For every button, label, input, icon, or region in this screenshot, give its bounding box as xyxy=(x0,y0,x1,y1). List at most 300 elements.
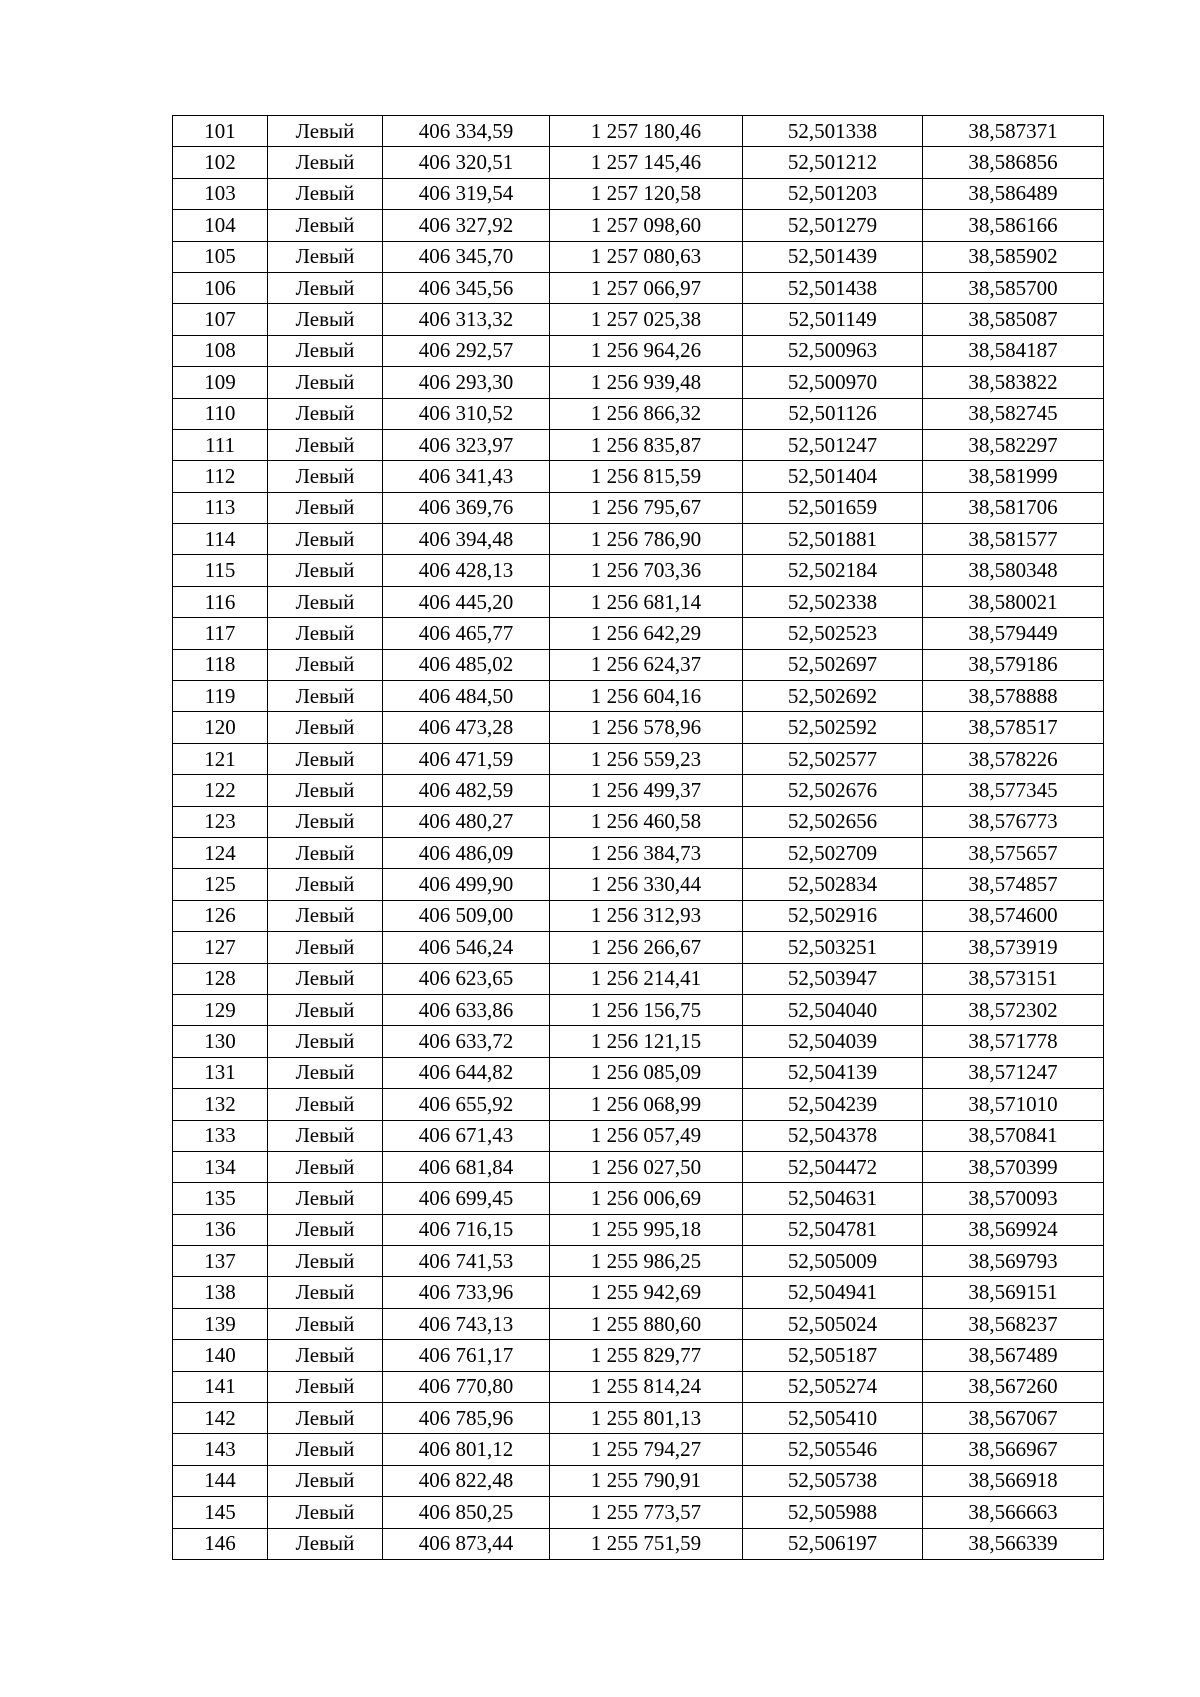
side-cell: Левый xyxy=(268,994,383,1025)
latitude-cell: 52,501149 xyxy=(743,304,923,335)
x-coordinate-cell: 406 655,92 xyxy=(383,1089,550,1120)
longitude-cell: 38,566967 xyxy=(923,1434,1104,1465)
latitude-cell: 52,504781 xyxy=(743,1214,923,1245)
y-coordinate-cell: 1 255 751,59 xyxy=(550,1528,743,1559)
x-coordinate-cell: 406 546,24 xyxy=(383,932,550,963)
y-coordinate-cell: 1 256 068,99 xyxy=(550,1089,743,1120)
point-number-cell: 114 xyxy=(173,524,268,555)
latitude-cell: 52,501404 xyxy=(743,461,923,492)
longitude-cell: 38,581999 xyxy=(923,461,1104,492)
table-row xyxy=(173,1089,1104,1120)
longitude-cell: 38,577345 xyxy=(923,775,1104,806)
longitude-cell: 38,586166 xyxy=(923,210,1104,241)
longitude-cell: 38,567067 xyxy=(923,1403,1104,1434)
latitude-cell: 52,501881 xyxy=(743,524,923,555)
y-coordinate-cell: 1 255 801,13 xyxy=(550,1403,743,1434)
side-cell: Левый xyxy=(268,712,383,743)
table-row xyxy=(173,743,1104,774)
latitude-cell: 52,501338 xyxy=(743,116,923,147)
point-number-cell: 133 xyxy=(173,1120,268,1151)
point-number-cell: 110 xyxy=(173,398,268,429)
side-cell: Левый xyxy=(268,241,383,272)
table-row xyxy=(173,586,1104,617)
y-coordinate-cell: 1 256 703,36 xyxy=(550,555,743,586)
y-coordinate-cell: 1 255 880,60 xyxy=(550,1308,743,1339)
latitude-cell: 52,500963 xyxy=(743,335,923,366)
side-cell: Левый xyxy=(268,806,383,837)
side-cell: Левый xyxy=(268,649,383,680)
longitude-cell: 38,571247 xyxy=(923,1057,1104,1088)
point-number-cell: 127 xyxy=(173,932,268,963)
latitude-cell: 52,504941 xyxy=(743,1277,923,1308)
side-cell: Левый xyxy=(268,1183,383,1214)
side-cell: Левый xyxy=(268,1089,383,1120)
point-number-cell: 134 xyxy=(173,1151,268,1182)
table-row xyxy=(173,1403,1104,1434)
y-coordinate-cell: 1 255 942,69 xyxy=(550,1277,743,1308)
longitude-cell: 38,573151 xyxy=(923,963,1104,994)
side-cell: Левый xyxy=(268,1403,383,1434)
point-number-cell: 106 xyxy=(173,272,268,303)
longitude-cell: 38,570093 xyxy=(923,1183,1104,1214)
side-cell: Левый xyxy=(268,1057,383,1088)
latitude-cell: 52,504040 xyxy=(743,994,923,1025)
longitude-cell: 38,582745 xyxy=(923,398,1104,429)
y-coordinate-cell: 1 256 027,50 xyxy=(550,1151,743,1182)
longitude-cell: 38,574857 xyxy=(923,869,1104,900)
y-coordinate-cell: 1 257 098,60 xyxy=(550,210,743,241)
longitude-cell: 38,576773 xyxy=(923,806,1104,837)
longitude-cell: 38,578517 xyxy=(923,712,1104,743)
x-coordinate-cell: 406 633,86 xyxy=(383,994,550,1025)
y-coordinate-cell: 1 256 121,15 xyxy=(550,1026,743,1057)
longitude-cell: 38,578888 xyxy=(923,681,1104,712)
y-coordinate-cell: 1 255 790,91 xyxy=(550,1465,743,1496)
table-row xyxy=(173,618,1104,649)
table-row xyxy=(173,398,1104,429)
side-cell: Левый xyxy=(268,1151,383,1182)
point-number-cell: 120 xyxy=(173,712,268,743)
y-coordinate-cell: 1 256 786,90 xyxy=(550,524,743,555)
longitude-cell: 38,570841 xyxy=(923,1120,1104,1151)
y-coordinate-cell: 1 256 835,87 xyxy=(550,429,743,460)
x-coordinate-cell: 406 484,50 xyxy=(383,681,550,712)
x-coordinate-cell: 406 473,28 xyxy=(383,712,550,743)
longitude-cell: 38,585902 xyxy=(923,241,1104,272)
latitude-cell: 52,501439 xyxy=(743,241,923,272)
table-row xyxy=(173,1026,1104,1057)
side-cell: Левый xyxy=(268,963,383,994)
x-coordinate-cell: 406 310,52 xyxy=(383,398,550,429)
side-cell: Левый xyxy=(268,1308,383,1339)
point-number-cell: 130 xyxy=(173,1026,268,1057)
latitude-cell: 52,502592 xyxy=(743,712,923,743)
longitude-cell: 38,571778 xyxy=(923,1026,1104,1057)
point-number-cell: 132 xyxy=(173,1089,268,1120)
side-cell: Левый xyxy=(268,1371,383,1402)
table-row xyxy=(173,1120,1104,1151)
x-coordinate-cell: 406 733,96 xyxy=(383,1277,550,1308)
side-cell: Левый xyxy=(268,116,383,147)
latitude-cell: 52,506197 xyxy=(743,1528,923,1559)
point-number-cell: 115 xyxy=(173,555,268,586)
point-number-cell: 104 xyxy=(173,210,268,241)
y-coordinate-cell: 1 256 266,67 xyxy=(550,932,743,963)
side-cell: Левый xyxy=(268,1340,383,1371)
point-number-cell: 101 xyxy=(173,116,268,147)
latitude-cell: 52,501659 xyxy=(743,492,923,523)
side-cell: Левый xyxy=(268,398,383,429)
y-coordinate-cell: 1 256 815,59 xyxy=(550,461,743,492)
latitude-cell: 52,501247 xyxy=(743,429,923,460)
longitude-cell: 38,586489 xyxy=(923,178,1104,209)
point-number-cell: 126 xyxy=(173,900,268,931)
x-coordinate-cell: 406 761,17 xyxy=(383,1340,550,1371)
table-row xyxy=(173,1497,1104,1528)
y-coordinate-cell: 1 257 025,38 xyxy=(550,304,743,335)
longitude-cell: 38,570399 xyxy=(923,1151,1104,1182)
x-coordinate-cell: 406 345,70 xyxy=(383,241,550,272)
point-number-cell: 131 xyxy=(173,1057,268,1088)
latitude-cell: 52,502338 xyxy=(743,586,923,617)
table-row xyxy=(173,1308,1104,1339)
table-row xyxy=(173,1434,1104,1465)
table-row xyxy=(173,492,1104,523)
longitude-cell: 38,581706 xyxy=(923,492,1104,523)
table-row xyxy=(173,712,1104,743)
longitude-cell: 38,578226 xyxy=(923,743,1104,774)
side-cell: Левый xyxy=(268,1246,383,1277)
latitude-cell: 52,505546 xyxy=(743,1434,923,1465)
point-number-cell: 119 xyxy=(173,681,268,712)
x-coordinate-cell: 406 699,45 xyxy=(383,1183,550,1214)
longitude-cell: 38,571010 xyxy=(923,1089,1104,1120)
y-coordinate-cell: 1 256 085,09 xyxy=(550,1057,743,1088)
longitude-cell: 38,579449 xyxy=(923,618,1104,649)
x-coordinate-cell: 406 320,51 xyxy=(383,147,550,178)
longitude-cell: 38,566918 xyxy=(923,1465,1104,1496)
latitude-cell: 52,502697 xyxy=(743,649,923,680)
x-coordinate-cell: 406 486,09 xyxy=(383,837,550,868)
longitude-cell: 38,582297 xyxy=(923,429,1104,460)
y-coordinate-cell: 1 255 814,24 xyxy=(550,1371,743,1402)
point-number-cell: 139 xyxy=(173,1308,268,1339)
latitude-cell: 52,505988 xyxy=(743,1497,923,1528)
y-coordinate-cell: 1 256 939,48 xyxy=(550,367,743,398)
y-coordinate-cell: 1 256 866,32 xyxy=(550,398,743,429)
x-coordinate-cell: 406 482,59 xyxy=(383,775,550,806)
side-cell: Левый xyxy=(268,618,383,649)
x-coordinate-cell: 406 345,56 xyxy=(383,272,550,303)
x-coordinate-cell: 406 633,72 xyxy=(383,1026,550,1057)
point-number-cell: 135 xyxy=(173,1183,268,1214)
point-number-cell: 112 xyxy=(173,461,268,492)
latitude-cell: 52,504239 xyxy=(743,1089,923,1120)
point-number-cell: 103 xyxy=(173,178,268,209)
side-cell: Левый xyxy=(268,1465,383,1496)
point-number-cell: 146 xyxy=(173,1528,268,1559)
y-coordinate-cell: 1 256 330,44 xyxy=(550,869,743,900)
table-row xyxy=(173,963,1104,994)
side-cell: Левый xyxy=(268,837,383,868)
table-row xyxy=(173,1371,1104,1402)
side-cell: Левый xyxy=(268,555,383,586)
longitude-cell: 38,586856 xyxy=(923,147,1104,178)
y-coordinate-cell: 1 256 681,14 xyxy=(550,586,743,617)
table-row xyxy=(173,1057,1104,1088)
x-coordinate-cell: 406 681,84 xyxy=(383,1151,550,1182)
table-row xyxy=(173,932,1104,963)
side-cell: Левый xyxy=(268,335,383,366)
table-row xyxy=(173,272,1104,303)
point-number-cell: 138 xyxy=(173,1277,268,1308)
y-coordinate-cell: 1 256 578,96 xyxy=(550,712,743,743)
table-row xyxy=(173,116,1104,147)
longitude-cell: 38,587371 xyxy=(923,116,1104,147)
table-row xyxy=(173,304,1104,335)
y-coordinate-cell: 1 255 773,57 xyxy=(550,1497,743,1528)
latitude-cell: 52,501212 xyxy=(743,147,923,178)
longitude-cell: 38,567260 xyxy=(923,1371,1104,1402)
x-coordinate-cell: 406 850,25 xyxy=(383,1497,550,1528)
point-number-cell: 105 xyxy=(173,241,268,272)
table-row xyxy=(173,555,1104,586)
latitude-cell: 52,501126 xyxy=(743,398,923,429)
side-cell: Левый xyxy=(268,869,383,900)
y-coordinate-cell: 1 257 080,63 xyxy=(550,241,743,272)
longitude-cell: 38,568237 xyxy=(923,1308,1104,1339)
latitude-cell: 52,502656 xyxy=(743,806,923,837)
latitude-cell: 52,505274 xyxy=(743,1371,923,1402)
latitude-cell: 52,502692 xyxy=(743,681,923,712)
longitude-cell: 38,575657 xyxy=(923,837,1104,868)
table-row xyxy=(173,775,1104,806)
x-coordinate-cell: 406 873,44 xyxy=(383,1528,550,1559)
point-number-cell: 109 xyxy=(173,367,268,398)
longitude-cell: 38,566663 xyxy=(923,1497,1104,1528)
point-number-cell: 137 xyxy=(173,1246,268,1277)
y-coordinate-cell: 1 256 312,93 xyxy=(550,900,743,931)
x-coordinate-cell: 406 341,43 xyxy=(383,461,550,492)
x-coordinate-cell: 406 428,13 xyxy=(383,555,550,586)
latitude-cell: 52,503947 xyxy=(743,963,923,994)
side-cell: Левый xyxy=(268,1277,383,1308)
x-coordinate-cell: 406 743,13 xyxy=(383,1308,550,1339)
longitude-cell: 38,569924 xyxy=(923,1214,1104,1245)
table-row xyxy=(173,681,1104,712)
longitude-cell: 38,569793 xyxy=(923,1246,1104,1277)
point-number-cell: 111 xyxy=(173,429,268,460)
side-cell: Левый xyxy=(268,775,383,806)
y-coordinate-cell: 1 256 559,23 xyxy=(550,743,743,774)
latitude-cell: 52,501279 xyxy=(743,210,923,241)
latitude-cell: 52,505009 xyxy=(743,1246,923,1277)
side-cell: Левый xyxy=(268,304,383,335)
x-coordinate-cell: 406 644,82 xyxy=(383,1057,550,1088)
y-coordinate-cell: 1 256 156,75 xyxy=(550,994,743,1025)
point-number-cell: 123 xyxy=(173,806,268,837)
y-coordinate-cell: 1 256 057,49 xyxy=(550,1120,743,1151)
latitude-cell: 52,502709 xyxy=(743,837,923,868)
point-number-cell: 122 xyxy=(173,775,268,806)
point-number-cell: 107 xyxy=(173,304,268,335)
x-coordinate-cell: 406 293,30 xyxy=(383,367,550,398)
side-cell: Левый xyxy=(268,681,383,712)
table-row xyxy=(173,806,1104,837)
side-cell: Левый xyxy=(268,210,383,241)
y-coordinate-cell: 1 255 986,25 xyxy=(550,1246,743,1277)
table-row xyxy=(173,429,1104,460)
table-row xyxy=(173,335,1104,366)
longitude-cell: 38,566339 xyxy=(923,1528,1104,1559)
table-row xyxy=(173,241,1104,272)
point-number-cell: 136 xyxy=(173,1214,268,1245)
point-number-cell: 117 xyxy=(173,618,268,649)
y-coordinate-cell: 1 256 642,29 xyxy=(550,618,743,649)
longitude-cell: 38,579186 xyxy=(923,649,1104,680)
point-number-cell: 116 xyxy=(173,586,268,617)
latitude-cell: 52,502577 xyxy=(743,743,923,774)
longitude-cell: 38,574600 xyxy=(923,900,1104,931)
y-coordinate-cell: 1 256 384,73 xyxy=(550,837,743,868)
point-number-cell: 144 xyxy=(173,1465,268,1496)
longitude-cell: 38,584187 xyxy=(923,335,1104,366)
point-number-cell: 113 xyxy=(173,492,268,523)
longitude-cell: 38,585087 xyxy=(923,304,1104,335)
table-row xyxy=(173,1214,1104,1245)
y-coordinate-cell: 1 256 624,37 xyxy=(550,649,743,680)
x-coordinate-cell: 406 369,76 xyxy=(383,492,550,523)
x-coordinate-cell: 406 509,00 xyxy=(383,900,550,931)
longitude-cell: 38,581577 xyxy=(923,524,1104,555)
x-coordinate-cell: 406 334,59 xyxy=(383,116,550,147)
table-row xyxy=(173,869,1104,900)
table-row xyxy=(173,147,1104,178)
y-coordinate-cell: 1 257 145,46 xyxy=(550,147,743,178)
x-coordinate-cell: 406 671,43 xyxy=(383,1120,550,1151)
x-coordinate-cell: 406 822,48 xyxy=(383,1465,550,1496)
y-coordinate-cell: 1 256 964,26 xyxy=(550,335,743,366)
table-row xyxy=(173,178,1104,209)
side-cell: Левый xyxy=(268,743,383,774)
table-row xyxy=(173,367,1104,398)
table-row xyxy=(173,994,1104,1025)
x-coordinate-cell: 406 499,90 xyxy=(383,869,550,900)
longitude-cell: 38,569151 xyxy=(923,1277,1104,1308)
longitude-cell: 38,573919 xyxy=(923,932,1104,963)
latitude-cell: 52,502916 xyxy=(743,900,923,931)
point-number-cell: 102 xyxy=(173,147,268,178)
table-row xyxy=(173,1246,1104,1277)
point-number-cell: 143 xyxy=(173,1434,268,1465)
side-cell: Левый xyxy=(268,1120,383,1151)
coordinates-table xyxy=(172,115,1104,1560)
x-coordinate-cell: 406 327,92 xyxy=(383,210,550,241)
x-coordinate-cell: 406 319,54 xyxy=(383,178,550,209)
point-number-cell: 141 xyxy=(173,1371,268,1402)
table-row xyxy=(173,524,1104,555)
table-row xyxy=(173,1151,1104,1182)
x-coordinate-cell: 406 394,48 xyxy=(383,524,550,555)
table-row xyxy=(173,461,1104,492)
point-number-cell: 121 xyxy=(173,743,268,774)
side-cell: Левый xyxy=(268,272,383,303)
y-coordinate-cell: 1 255 829,77 xyxy=(550,1340,743,1371)
table-row xyxy=(173,1465,1104,1496)
table-row xyxy=(173,1183,1104,1214)
side-cell: Левый xyxy=(268,1528,383,1559)
latitude-cell: 52,505410 xyxy=(743,1403,923,1434)
longitude-cell: 38,572302 xyxy=(923,994,1104,1025)
latitude-cell: 52,505187 xyxy=(743,1340,923,1371)
y-coordinate-cell: 1 256 006,69 xyxy=(550,1183,743,1214)
latitude-cell: 52,504378 xyxy=(743,1120,923,1151)
table-row xyxy=(173,837,1104,868)
y-coordinate-cell: 1 257 120,58 xyxy=(550,178,743,209)
x-coordinate-cell: 406 741,53 xyxy=(383,1246,550,1277)
longitude-cell: 38,585700 xyxy=(923,272,1104,303)
side-cell: Левый xyxy=(268,147,383,178)
y-coordinate-cell: 1 255 995,18 xyxy=(550,1214,743,1245)
latitude-cell: 52,504472 xyxy=(743,1151,923,1182)
latitude-cell: 52,502676 xyxy=(743,775,923,806)
side-cell: Левый xyxy=(268,586,383,617)
point-number-cell: 145 xyxy=(173,1497,268,1528)
y-coordinate-cell: 1 255 794,27 xyxy=(550,1434,743,1465)
latitude-cell: 52,503251 xyxy=(743,932,923,963)
table-row xyxy=(173,1528,1104,1559)
side-cell: Левый xyxy=(268,1214,383,1245)
side-cell: Левый xyxy=(268,900,383,931)
side-cell: Левый xyxy=(268,429,383,460)
x-coordinate-cell: 406 313,32 xyxy=(383,304,550,335)
x-coordinate-cell: 406 445,20 xyxy=(383,586,550,617)
table-row xyxy=(173,210,1104,241)
point-number-cell: 140 xyxy=(173,1340,268,1371)
longitude-cell: 38,580348 xyxy=(923,555,1104,586)
y-coordinate-cell: 1 257 180,46 xyxy=(550,116,743,147)
longitude-cell: 38,583822 xyxy=(923,367,1104,398)
latitude-cell: 52,504139 xyxy=(743,1057,923,1088)
point-number-cell: 124 xyxy=(173,837,268,868)
latitude-cell: 52,502523 xyxy=(743,618,923,649)
table-row xyxy=(173,900,1104,931)
side-cell: Левый xyxy=(268,1434,383,1465)
x-coordinate-cell: 406 323,97 xyxy=(383,429,550,460)
x-coordinate-cell: 406 785,96 xyxy=(383,1403,550,1434)
longitude-cell: 38,567489 xyxy=(923,1340,1104,1371)
y-coordinate-cell: 1 256 604,16 xyxy=(550,681,743,712)
latitude-cell: 52,501438 xyxy=(743,272,923,303)
point-number-cell: 108 xyxy=(173,335,268,366)
latitude-cell: 52,505738 xyxy=(743,1465,923,1496)
x-coordinate-cell: 406 292,57 xyxy=(383,335,550,366)
y-coordinate-cell: 1 256 214,41 xyxy=(550,963,743,994)
side-cell: Левый xyxy=(268,461,383,492)
y-coordinate-cell: 1 256 460,58 xyxy=(550,806,743,837)
side-cell: Левый xyxy=(268,932,383,963)
y-coordinate-cell: 1 256 499,37 xyxy=(550,775,743,806)
point-number-cell: 118 xyxy=(173,649,268,680)
latitude-cell: 52,502184 xyxy=(743,555,923,586)
x-coordinate-cell: 406 465,77 xyxy=(383,618,550,649)
table-row xyxy=(173,649,1104,680)
side-cell: Левый xyxy=(268,178,383,209)
latitude-cell: 52,504039 xyxy=(743,1026,923,1057)
x-coordinate-cell: 406 770,80 xyxy=(383,1371,550,1402)
side-cell: Левый xyxy=(268,524,383,555)
latitude-cell: 52,501203 xyxy=(743,178,923,209)
